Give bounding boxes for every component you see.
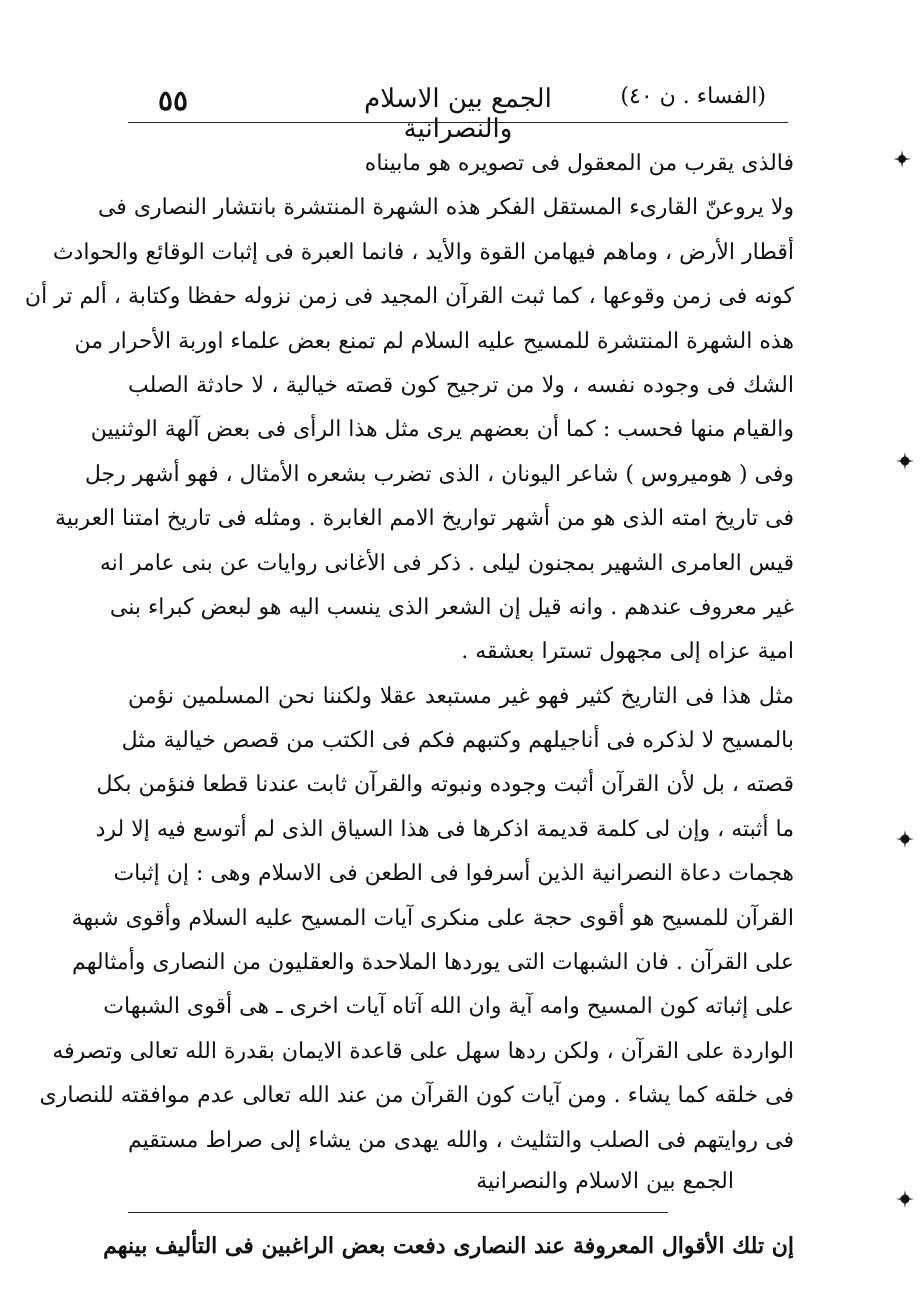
running-title: الجمع بين الاسلام والنصرانية [364,84,552,144]
margin-mark-icon [893,150,911,168]
text-line: فى خلقه كما يشاء . ومن آيات كون القرآن من عند الله تعالى عدم موافقته للنصارى [39,1083,794,1109]
text-line: ما أثبته ، وإن لى كلمة قديمة اذكرها فى هذا السياق الذى لم أتوسع فيه إلا لرد [95,816,794,842]
text-line: قيس العامرى الشهير بمجنون ليلى . ذكر فى الأغانى روايات عن بنى عامر انه [99,550,794,576]
text-line: مثل هذا فى التاريخ كثير فهو غير مستبعد عقلا ولكننا نحن المسلمين نؤمن [128,683,794,709]
text-line: هجمات دعاة النصرانية الذين أسرفوا فى الطعن فى الاسلام وهى : إن إثبات [113,861,794,887]
text-line: إن تلك الأقوال المعروفة عند النصارى دفعت بعض الراغبين فى التأليف بينهم [103,1233,794,1259]
text-line: قصته ، بل لأن القرآن أثبت وجوده ونبوته والقرآن ثابت عندنا قطعا فنؤمن بكل [96,772,794,798]
margin-mark-icon [896,1190,914,1208]
text-line: ولا يروعنّ القارىء المستقل الفكر هذه الشهرة المنتشرة بانتشار النصارى فى [97,195,794,221]
text-line: فى روايتهم فى الصلب والتثليث ، والله يهدى من يشاء إلى صراط مستقيم [128,1127,794,1153]
margin-mark-icon [896,452,914,470]
body-text [24,142,794,1163]
text-line: فى تاريخ امته الذى هو من أشهر تواريخ الامم الغابرة . ومثله فى تاريخ امتنا العربية [54,506,794,532]
section-reference: (الفساء . ن ٤٠) [620,84,766,109]
text-line: غير معروف عندهم . وانه قيل إن الشعر الذى ينسب اليه هو لبعض كبراء بنى [109,594,794,620]
text-line: هذه الشهرة المنتشرة للمسيح عليه السلام لم تمنع بعض علماء اوربة الأحرار من [74,328,794,354]
margin-mark-icon [896,830,914,848]
text-line: كونه فى زمن وقوعها ، كما ثبت القرآن المجيد فى زمن نزوله حفظا وكتابة ، ألم تر أن [24,284,794,310]
text-line: الواردة على القرآن ، ولكن ردها سهل على قاعدة الايمان بقدرة الله تعالى وتصرفه [52,1038,794,1064]
text-line: على القرآن . فان الشبهات التى يوردها الملاحدة والعقليون من النصارى وأمثالهم [72,950,794,976]
text-line: بالمسيح لا لذكره فى أناجيلهم وكتبهم فكم فى الكتب من قصص خيالية مثل [121,728,794,754]
text-line: فالذى يقرب من المعقول فى تصويره هو مابيناه [364,151,794,176]
text-line: القرآن للمسيح هو أقوى حجة على منكرى آيات المسيح عليه السلام وأقوى شبهة [71,905,794,931]
text-line: امية عزاه إلى مجهول تسترا بعشقه . [461,639,794,665]
text-line: الشك فى وجوده نفسه ، ولا من ترجيح كون قصته خيالية ، لا حادثة الصلب [128,372,794,398]
section-heading: الجمع بين الاسلام والنصرانية [476,1169,734,1194]
section-heading-block [128,1162,794,1212]
page-header [128,78,788,144]
text-line: على إثباته كون المسيح وامه آية وان الله آتاه آيات اخرى ـ هى أقوى الشبهات [103,994,794,1020]
text-line: أقطار الأرض ، وماهم فيهامن القوة والأيد ، فانما العبرة فى إثبات الوقائع والحوادث [52,239,794,265]
text-line: وفى ( هوميروس ) شاعر اليونان ، الذى تضرب بشعره الأمثال ، فهو أشهر رجل [84,461,794,487]
header-rule [128,122,788,123]
page-number: ٥٥ [158,84,189,117]
text-line: والقيام منها فحسب : كما أن بعضهم يرى مثل هذا الرأى فى بعض آلهة الوثنيين [90,417,794,443]
section-rule [128,1212,668,1213]
